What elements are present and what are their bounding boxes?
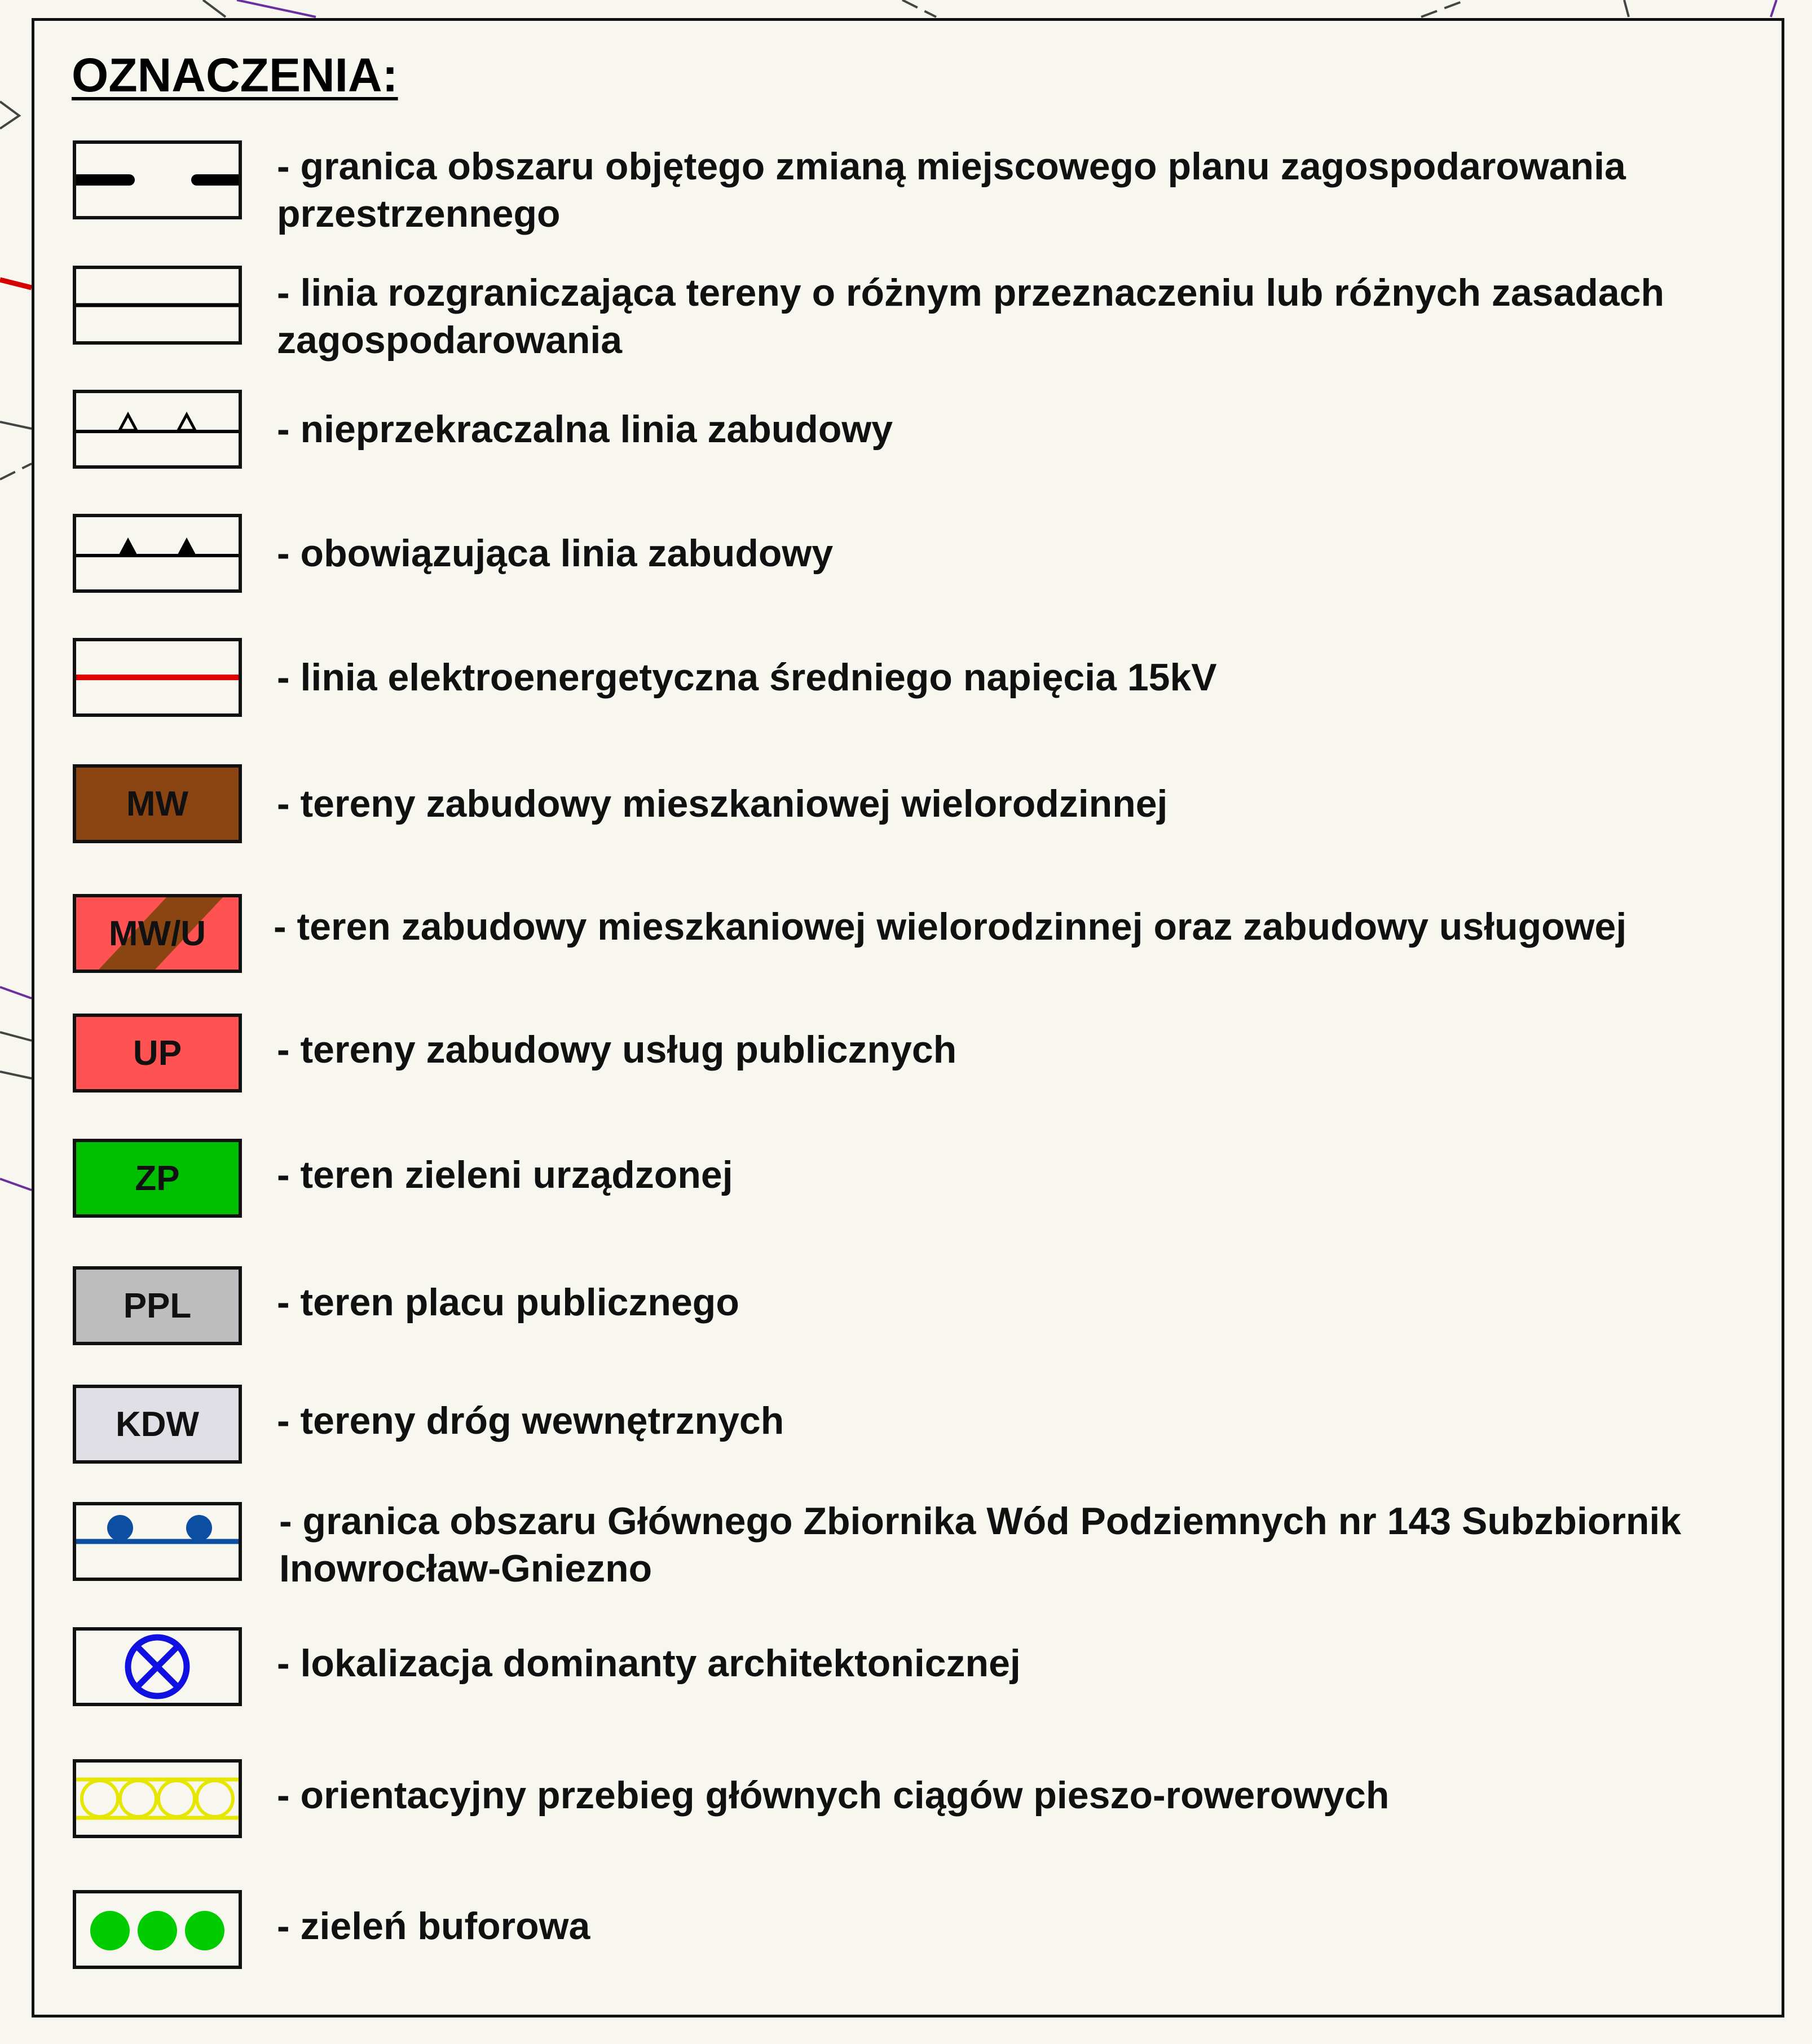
swatch-label: MW/U	[108, 914, 206, 953]
filled-triangle-line-icon	[73, 514, 242, 593]
hollow-triangle-line-icon	[73, 390, 242, 469]
blue-circled-x-icon	[73, 1627, 242, 1706]
swatch-label: KDW	[115, 1404, 200, 1444]
red-power-line-icon	[73, 638, 242, 717]
legend-desc: - orientacyjny przebieg głównych ciągów pieszo-rowerowych	[277, 1774, 1390, 1817]
legend-desc: - linia elektroenergetyczna średniego napięcia 15kV	[277, 656, 1217, 699]
legend-desc: - granica obszaru objętego zmianą miejscowego planu zagospodarowania przestrzennego	[277, 145, 1626, 235]
swatch-label: UP	[133, 1033, 182, 1073]
legend-desc: - nieprzekraczalna linia zabudowy	[277, 408, 893, 451]
legend-desc: - teren zabudowy mieszkaniowej wielorodzinnej oraz zabudowy usługowej	[274, 905, 1627, 948]
mwu-swatch-icon	[73, 894, 242, 973]
swatch-label: ZP	[135, 1158, 180, 1198]
legend-desc: - tereny zabudowy usług publicznych	[277, 1028, 957, 1071]
legend-desc: - granica obszaru Głównego Zbiornika Wód Podziemnych nr 143 Subzbiornik Inowrocław-Gniezno	[279, 1500, 1682, 1590]
mw-swatch-icon	[73, 764, 242, 843]
zp-swatch-icon	[73, 1139, 242, 1218]
swatch-label: MW	[126, 784, 189, 823]
thin-dividing-line-icon	[73, 266, 242, 345]
ppl-swatch-icon	[73, 1266, 242, 1345]
swatch-label: PPL	[123, 1286, 192, 1325]
legend-desc: - linia rozgraniczająca tereny o różnym przeznaczeniu lub różnych zasadach zagospodarowania	[277, 271, 1665, 362]
legend-desc: - lokalizacja dominanty architektonicznej	[277, 1642, 1021, 1685]
legend-desc: - tereny dróg wewnętrznych	[277, 1399, 784, 1442]
legend-desc: - tereny zabudowy mieszkaniowej wielorodzinnej	[277, 782, 1168, 825]
black-dashed-boundary-icon	[73, 140, 242, 219]
legend-desc: - obowiązująca linia zabudowy	[277, 532, 834, 575]
up-swatch-icon	[73, 1014, 242, 1093]
blue-dotted-line-icon	[73, 1502, 242, 1581]
legend-desc: - teren zieleni urządzonej	[277, 1153, 733, 1196]
legend-panel	[32, 18, 1784, 2017]
legend-desc: - teren placu publicznego	[277, 1281, 739, 1324]
legend-desc: - zieleń buforowa	[277, 1905, 590, 1948]
kdw-swatch-icon	[73, 1385, 242, 1464]
green-dots-icon	[73, 1890, 242, 1969]
yellow-circle-chain-icon	[73, 1759, 242, 1838]
legend-title: OZNACZENIA:	[72, 49, 398, 102]
